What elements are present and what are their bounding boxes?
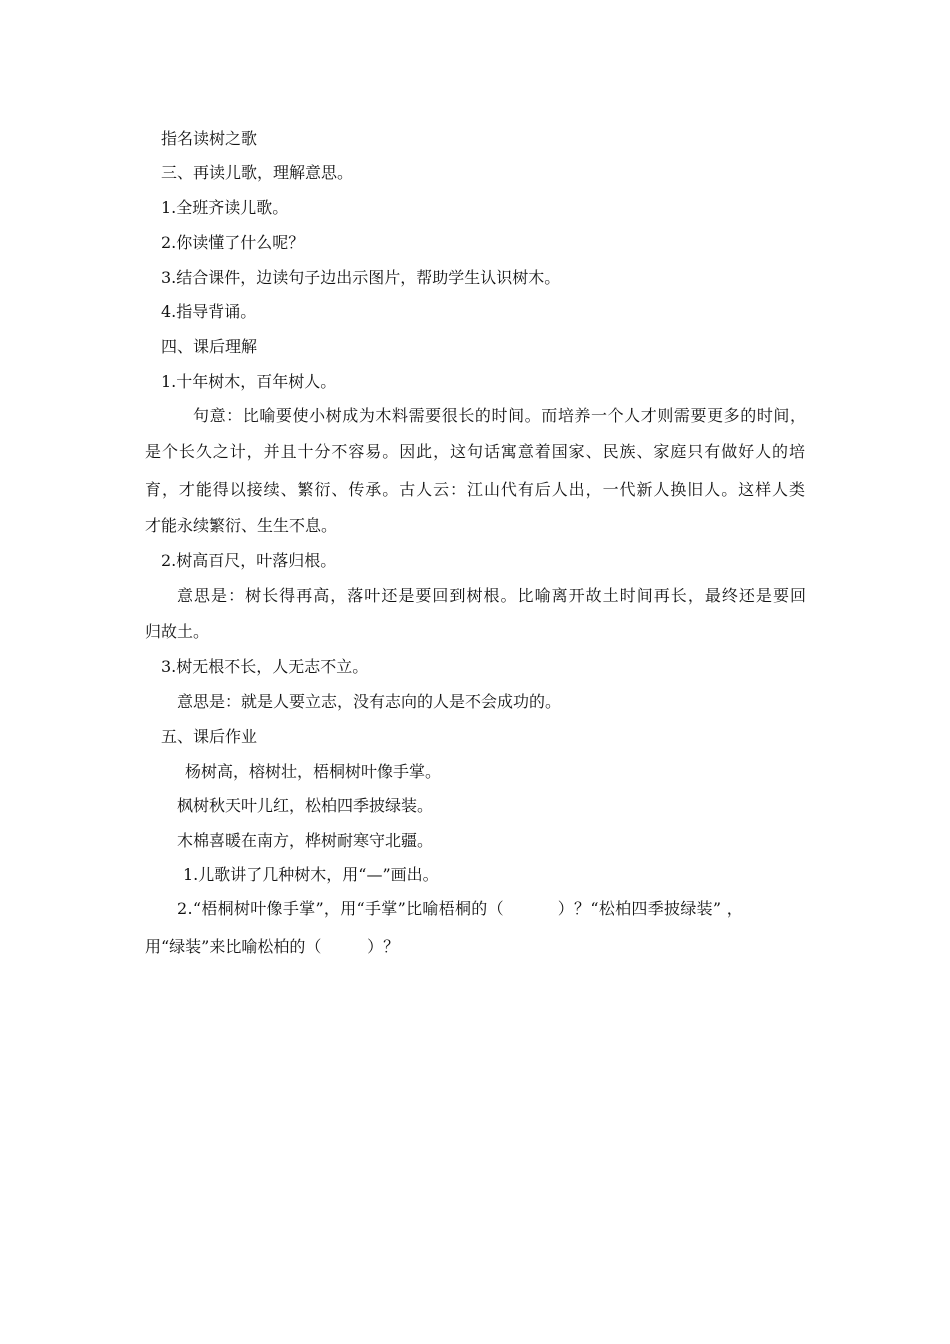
section-heading: 五、课后作业 [161, 727, 258, 746]
question-line: 2.“梧桐树叶像手掌”，用“手掌”比喻梧桐的（ ）？“松柏四季披绿装” ， [177, 899, 744, 918]
text-line: 指名读树之歌 [161, 129, 258, 148]
poem-line: 木棉喜暖在南方，桦树耐寒守北疆。 [177, 831, 434, 850]
paragraph-line: 才能永续繁衍、生生不息。 [145, 516, 338, 535]
text-line: 1.十年树木，百年树人。 [161, 372, 337, 391]
paragraph-line: 句意：比喻要使小树成为木料需要很长的时间。而培养一个人才则需要更多的时间， [193, 406, 806, 425]
text-line: 2.你读懂了什么呢？ [161, 233, 305, 252]
paragraph-line: 归故土。 [145, 622, 210, 641]
paragraph-line: 是个长久之计，并且十分不容易。因此，这句话寓意着国家、民族、家庭只有做好人的培 [145, 442, 805, 461]
text-line: 3.树无根不长，人无志不立。 [161, 657, 369, 676]
paragraph-line: 意思是：就是人要立志，没有志向的人是不会成功的。 [177, 692, 562, 711]
text-line: 2.树高百尺，叶落归根。 [161, 551, 337, 570]
paragraph-line: 意思是：树长得再高，落叶还是要回到树根。比喻离开故土时间再长，最终还是要回 [177, 586, 806, 605]
poem-line: 枫树秋天叶儿红，松柏四季披绿装。 [177, 796, 434, 815]
section-heading: 三、再读儿歌，理解意思。 [161, 163, 354, 182]
paragraph-line: 育，才能得以接续、繁衍、传承。古人云：江山代有后人出，一代新人换旧人。这样人类 [145, 480, 805, 499]
text-line: 4.指导背诵。 [161, 302, 257, 321]
text-line: 1.全班齐读儿歌。 [161, 198, 289, 217]
section-heading: 四、课后理解 [161, 337, 258, 356]
poem-line: 杨树高，榕树壮，梧桐树叶像手掌。 [185, 762, 442, 781]
text-line: 3.结合课件，边读句子边出示图片，帮助学生认识树木。 [161, 268, 561, 287]
question-line: 用“绿装”来比喻松柏的（ ）？ [145, 937, 400, 956]
question-line: 1.儿歌讲了几种树木，用“—”画出。 [183, 865, 439, 884]
